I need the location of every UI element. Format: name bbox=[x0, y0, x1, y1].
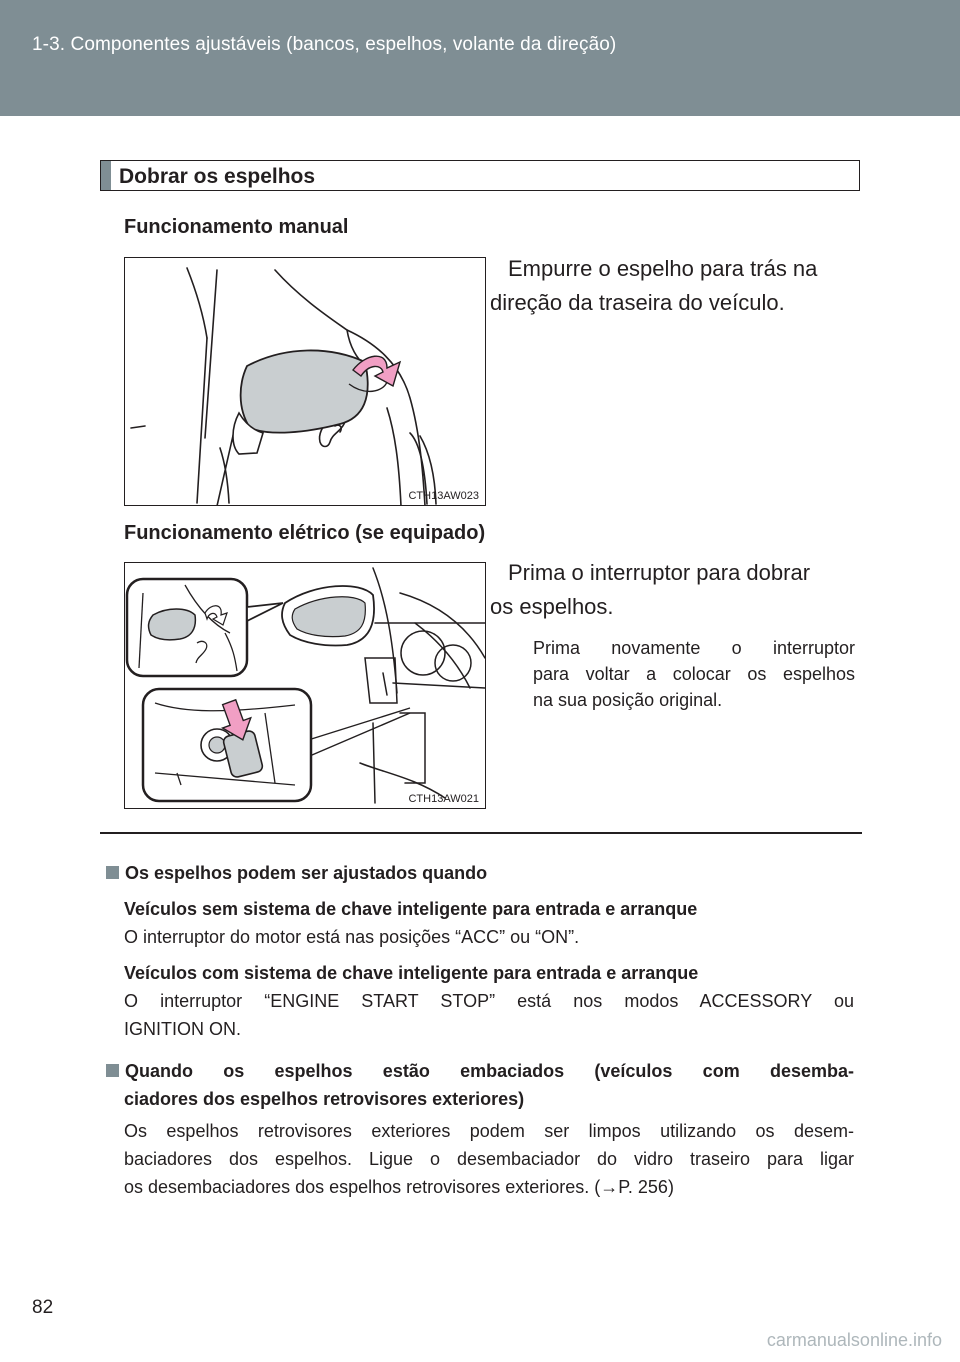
note-1-heading: Os espelhos podem ser ajustados quando bbox=[106, 859, 487, 887]
note-1-body-2 bbox=[124, 987, 854, 1043]
electric-instruction-line-1: Prima o interruptor para dobrar bbox=[508, 560, 811, 585]
note-1-body-2-line-1: O interruptor “ENGINE START STOP” está nos modos ACCESSORY ou bbox=[124, 991, 854, 1011]
electric-note bbox=[533, 635, 855, 713]
section-title-bar bbox=[100, 160, 860, 191]
electric-heading: Funcionamento elétrico (se equipado) bbox=[124, 522, 486, 544]
bullet-square-icon bbox=[106, 866, 119, 879]
manual-heading: Funcionamento manual bbox=[124, 216, 349, 238]
note-1-subheading-2: Veículos com sistema de chave inteligente para entrada e arranque bbox=[124, 963, 699, 983]
electric-note-line-1: Prima novamente o interruptor bbox=[533, 638, 855, 658]
section-accent bbox=[101, 161, 111, 190]
page-header bbox=[0, 0, 960, 116]
manual-fold-illustration bbox=[125, 258, 486, 506]
manual-instruction-line-2: direção da traseira do veículo. bbox=[490, 290, 785, 315]
electric-instruction bbox=[490, 556, 855, 624]
note-2-body-line-1: Os espelhos retrovisores exteriores podem ser limpos utilizando os desem- bbox=[124, 1121, 854, 1141]
page-number: 82 bbox=[32, 1297, 54, 1318]
section-title: Dobrar os espelhos bbox=[119, 165, 316, 188]
note-2-body-line-3: os desembaciadores dos espelhos retrovisores exteriores. (→P. 256) bbox=[124, 1177, 674, 1197]
electric-fold-figure bbox=[124, 562, 486, 809]
manual-instruction bbox=[490, 252, 855, 320]
figure-code: CTH13AW023 bbox=[408, 490, 479, 502]
electric-note-line-2: para voltar a colocar os espelhos bbox=[533, 664, 855, 684]
manual-fold-figure bbox=[124, 257, 486, 506]
watermark: carmanualsonline.info bbox=[766, 1330, 942, 1350]
electric-instruction-line-2: os espelhos. bbox=[490, 594, 614, 619]
note-1-subheading-1: Veículos sem sistema de chave inteligente para entrada e arranque bbox=[124, 899, 698, 919]
note-1-body-2-line-2: IGNITION ON. bbox=[124, 1019, 241, 1039]
note-1-body-1: O interruptor do motor está nas posições “ACC” ou “ON”. bbox=[124, 927, 580, 947]
note-2-heading: Quando os espelhos estão embaciados (veículos com desemba- ciadores dos espelhos retrovisores exteriores) bbox=[106, 1057, 854, 1113]
chapter-title: 1-3. Componentes ajustáveis (bancos, espelhos, volante da direção) bbox=[32, 34, 617, 55]
manual-instruction-line-1: Empurre o espelho para trás na bbox=[508, 256, 818, 281]
note-2-body-line-2: baciadores dos espelhos. Ligue o desembaciador do vidro traseiro para ligar bbox=[124, 1149, 854, 1169]
bullet-square-icon bbox=[106, 1064, 119, 1077]
electric-note-line-3: na sua posição original. bbox=[533, 690, 723, 710]
figure-code: CTH13AW021 bbox=[408, 793, 479, 805]
electric-fold-illustration bbox=[125, 563, 486, 809]
section-divider bbox=[100, 832, 862, 834]
note-2-body bbox=[124, 1117, 854, 1201]
